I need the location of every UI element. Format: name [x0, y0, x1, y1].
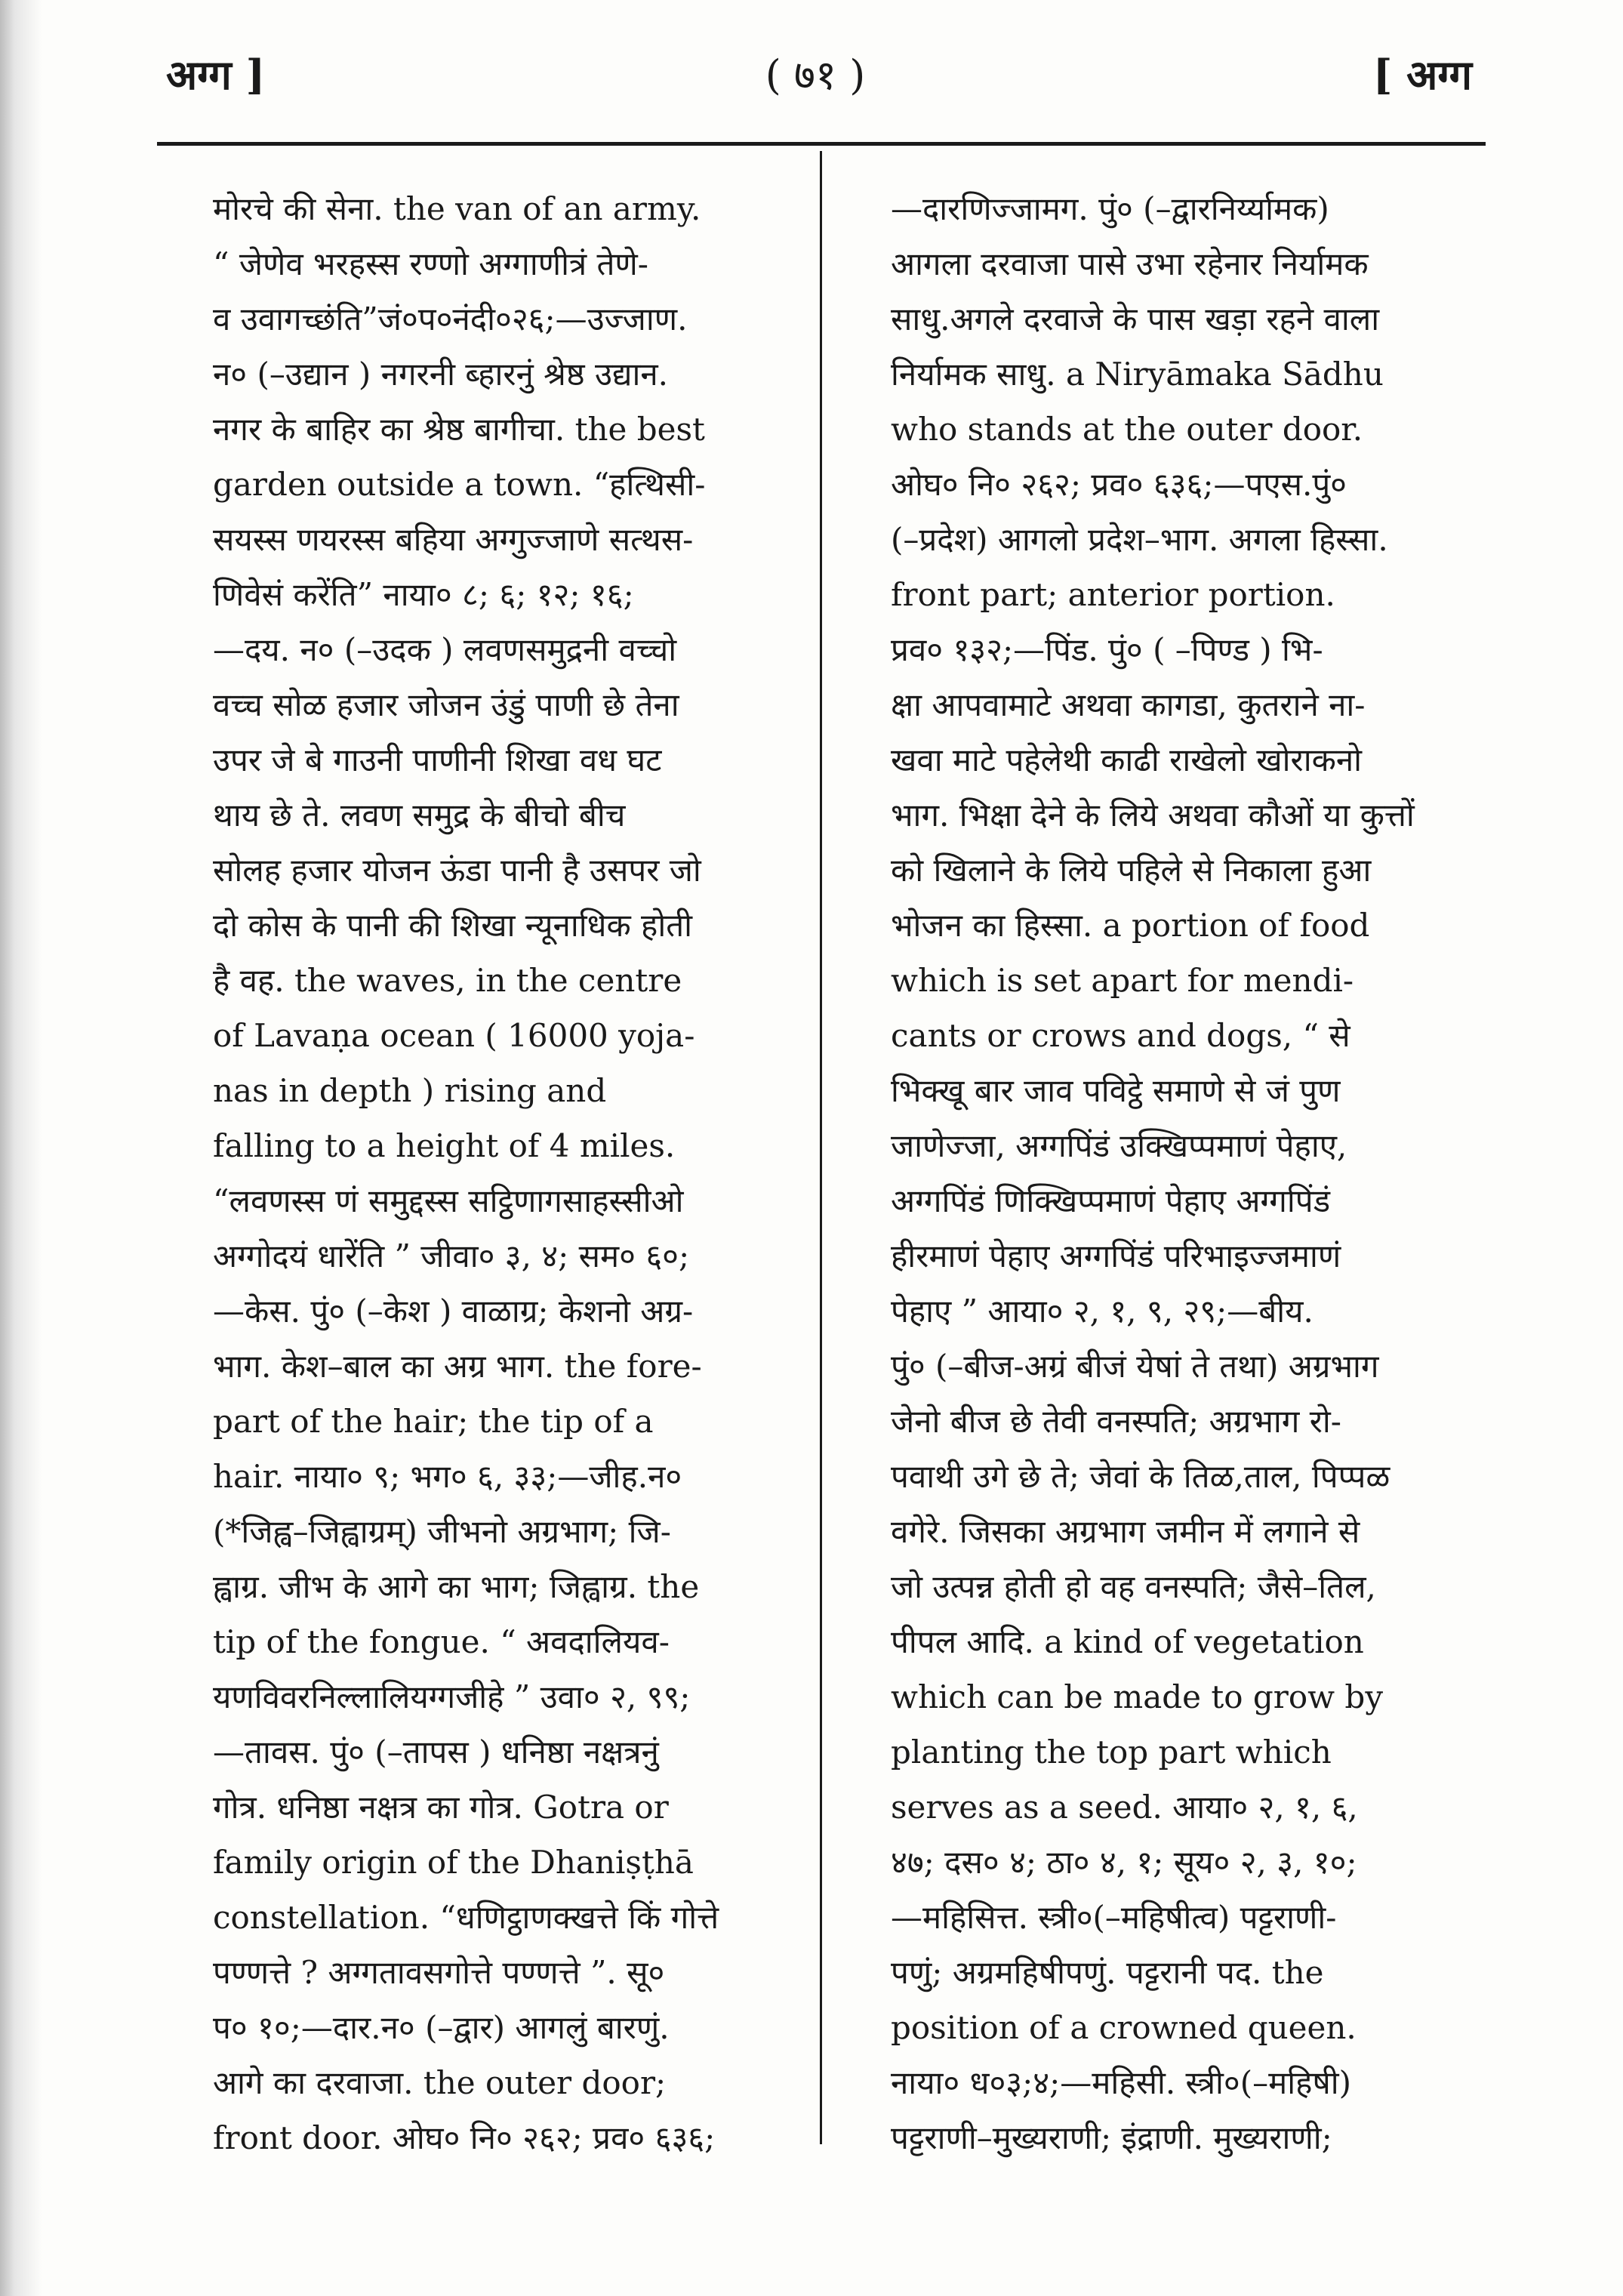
text-line: cants or crows and dogs, “ से — [891, 1017, 1350, 1054]
text-line: “लवणस्स णं समुद्दस्स सट्ठिणागसाहस्सीओ — [213, 1182, 684, 1219]
text-line: of Lavaṇa ocean ( 16000 yoja- — [213, 1017, 695, 1054]
text-line: क्षा आपवामाटे अथवा कागडा, कुतराने ना- — [891, 686, 1366, 723]
text-line: निर्यामक साधु. a Niryāmaka Sādhu — [891, 356, 1384, 393]
text-line: भाग. केश–बाल का अग्र भाग. the fore- — [213, 1348, 702, 1385]
text-line: जेनो बीज छे तेवी वनस्पति; अग्रभाग रो- — [891, 1403, 1341, 1440]
right-column — [891, 181, 1495, 2165]
text-line: पवाथी उगे छे ते; जेवां के तिळ,ताल, पिप्पळ — [891, 1458, 1390, 1495]
text-line: है वह. the waves, in the centre — [213, 962, 682, 999]
text-line: जाणेज्जा, अग्गपिंडं उक्खिप्पमाणं पेहाए, — [891, 1127, 1347, 1164]
page-number: ( ७१ ) — [765, 51, 866, 99]
text-line: (–प्रदेश) आगलो प्रदेश–भाग. अगला हिस्सा. — [891, 521, 1388, 558]
text-line: पुं० (–बीज-अग्रं बीजं येषां ते तथा) अग्रभाग — [891, 1348, 1379, 1385]
text-line: दो कोस के पानी की शिखा न्यूनाधिक होती — [213, 907, 693, 944]
text-line: वगेरे. जिसका अग्रभाग जमीन में लगाने से — [891, 1513, 1360, 1550]
text-line: which can be made to grow by — [891, 1678, 1384, 1715]
text-line: ४७; दस० ४; ठा० ४, १; सूय० २, ३, १०; — [891, 1844, 1357, 1881]
text-line: constellation. “धणिट्ठाणक्खत्ते किं गोत्ते — [213, 1899, 719, 1936]
text-line: सयस्स णयरस्स बहिया अग्गुज्जाणे सत्थस- — [213, 521, 694, 558]
text-line: serves as a seed. आया० २, १, ६, — [891, 1789, 1358, 1826]
text-line: पणुं; अग्रमहिषीपणुं. पट्टरानी पद. the — [891, 1954, 1324, 1991]
header-left-word: अग्ग ] — [166, 51, 266, 99]
column-divider — [820, 151, 822, 2144]
text-line: garden outside a town. “हत्थिसी- — [213, 466, 706, 503]
header-rule — [157, 142, 1486, 146]
text-line: पीपल आदि. a kind of vegetation — [891, 1623, 1364, 1660]
text-line: पट्टराणी–मुख्यराणी; इंद्राणी. मुख्यराणी; — [891, 2119, 1332, 2156]
text-line: णिवेसं करेंति” नाया० ८; ६; १२; १६; — [213, 576, 634, 613]
text-line: (*जिह्व–जिह्वाग्रम्) जीभनो अग्रभाग; जि- — [213, 1513, 671, 1550]
text-line: भोजन का हिस्सा. a portion of food — [891, 907, 1370, 944]
header-right-word: [ अग्ग — [1372, 51, 1472, 99]
left-column — [213, 181, 817, 2165]
text-line: प० १०;—दार.न० (–द्वार) आगलुं बारणुं. — [213, 2009, 670, 2046]
text-line: part of the hair; the tip of a — [213, 1403, 654, 1440]
text-line: falling to a height of 4 miles. — [213, 1127, 676, 1164]
text-line: भाग. भिक्षा देने के लिये अथवा कौओं या कुत्तों — [891, 797, 1415, 834]
text-line: अग्गपिंडं णिक्खिप्पमाणं पेहाए अग्गपिंडं — [891, 1182, 1331, 1219]
text-line: hair. नाया० ९; भग० ६, ३३;—जीह.न० — [213, 1458, 682, 1495]
text-line: यणविवरनिल्लालियग्गजीहे ” उवा० २, ९९; — [213, 1678, 691, 1715]
text-line: जो उत्पन्न होती हो वह वनस्पति; जैसे–तिल, — [891, 1568, 1376, 1605]
text-line: family origin of the Dhaniṣṭhā — [213, 1844, 694, 1881]
text-line: —दय. न० (–उदक ) लवणसमुद्रनी वच्चो — [213, 631, 677, 668]
text-line: —दारणिज्जामग. पुं० (–द्वारनिर्य्यामक) — [891, 190, 1329, 227]
text-line: आगला दरवाजा पासे उभा रहेनार निर्यामक — [891, 245, 1369, 282]
text-line: सोलह हजार योजन ऊंडा पानी है उसपर जो — [213, 852, 701, 889]
text-line: who stands at the outer door. — [891, 411, 1363, 448]
scan-binding-edge — [0, 0, 42, 2296]
text-line: front part; anterior portion. — [891, 576, 1335, 613]
text-line: वच्च सोळ हजार जोजन उंडुं पाणी छे तेना — [213, 686, 679, 723]
text-line: गोत्र. धनिष्ठा नक्षत्र का गोत्र. Gotra or — [213, 1789, 669, 1826]
text-line: पेहाए ” आया० २, १, ९, २९;—बीय. — [891, 1293, 1313, 1330]
text-line: —केस. पुं० (–केश ) वाळाग्र; केशनो अग्र- — [213, 1293, 694, 1330]
text-line: front door. ओघ० नि० २६२; प्रव० ६३६; — [213, 2119, 716, 2156]
text-line: which is set apart for mendi- — [891, 962, 1354, 999]
text-line: position of a crowned queen. — [891, 2009, 1357, 2046]
text-line: को खिलाने के लिये पहिले से निकाला हुआ — [891, 852, 1372, 889]
text-line: ओघ० नि० २६२; प्रव० ६३६;—पएस.पुं० — [891, 466, 1347, 503]
text-line: नाया० ध०३;४;—महिसी. स्त्री०(–महिषी) — [891, 2064, 1351, 2101]
text-line: हीरमाणं पेहाए अग्गपिंडं परिभाइज्जमाणं — [891, 1237, 1341, 1274]
text-line: “ जेणेव भरहस्स रण्णो अग्गाणीत्रं तेणे- — [213, 245, 648, 282]
text-line: tip of the fongue. “ अवदालियव- — [213, 1623, 670, 1660]
text-line: प्रव० १३२;—पिंड. पुं० ( –पिण्ड ) भि- — [891, 631, 1323, 668]
text-line: पण्णत्ते ? अग्गतावसगोत्ते पण्णत्ते ”. सू० — [213, 1954, 665, 1991]
text-line: —तावस. पुं० (–तापस ) धनिष्ठा नक्षत्रनुं — [213, 1734, 659, 1771]
text-line: उपर जे बे गाउनी पाणीनी शिखा वध घट — [213, 741, 662, 778]
text-line: आगे का दरवाजा. the outer door; — [213, 2064, 667, 2101]
text-line: अग्गोदयं धारेंति ” जीवा० ३, ४; सम० ६०; — [213, 1237, 690, 1274]
text-line: मोरचे की सेना. the van of an army. — [213, 190, 701, 227]
text-line: न० (–उद्यान ) नगरनी ब्हारनुं श्रेष्ठ उद्यान. — [213, 356, 669, 393]
text-line: भिक्खू बार जाव पविट्ठे समाणे से जं पुण — [891, 1072, 1341, 1109]
text-line: थाय छे ते. लवण समुद्र के बीचो बीच — [213, 797, 626, 834]
text-line: साधु.अगले दरवाजे के पास खड़ा रहने वाला — [891, 300, 1380, 337]
text-line: —महिसित्त. स्त्री०(–महिषीत्व) पट्टराणी- — [891, 1899, 1337, 1936]
text-line: ह्वाग्र. जीभ के आगे का भाग; जिह्वाग्र. the — [213, 1568, 700, 1605]
text-line: नगर के बाहिर का श्रेष्ठ बागीचा. the best — [213, 411, 705, 448]
text-line: खवा माटे पहेलेथी काढी राखेलो खोराकनो — [891, 741, 1363, 778]
text-line: planting the top part which — [891, 1734, 1332, 1771]
page-header — [151, 45, 1480, 106]
text-line: nas in depth ) rising and — [213, 1072, 607, 1109]
text-line: व उवागच्छंति”जं०प०नंदी०२६;—उज्जाण. — [213, 300, 688, 337]
